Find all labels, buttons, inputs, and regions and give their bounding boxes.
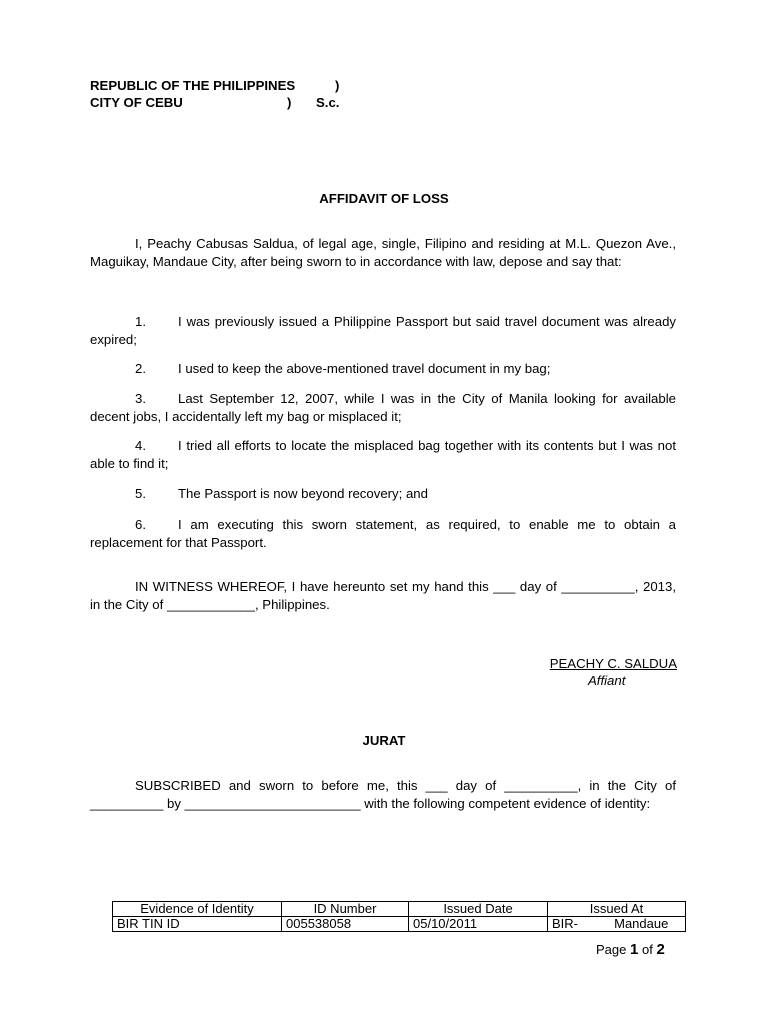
header-republic-paren: ) (335, 78, 340, 93)
table-cell: 05/10/2011 (409, 917, 548, 932)
table-header: Evidence of Identity (113, 902, 282, 917)
table-cell: 005538058 (282, 917, 409, 932)
table-header: Issued At (548, 902, 686, 917)
table-cell: BIR- Mandaue (548, 917, 686, 932)
evidence-table (112, 901, 686, 932)
signature-role: Affiant (588, 673, 626, 688)
witness-paragraph: IN WITNESS WHEREOF, I have hereunto set my hand this ___ day of __________, 2013, in the City of ____________, Philippines. (90, 579, 676, 612)
page-number: Page 1 of 2 (596, 941, 665, 958)
document-title: AFFIDAVIT OF LOSS (319, 191, 449, 206)
header-city (90, 95, 183, 110)
list-item: 6. I am executing this sworn statement, as required, to enable me to obtain a replacement for that Passport. (90, 517, 676, 550)
list-item: 5. The Passport is now beyond recovery; and (135, 486, 428, 501)
jurat-title: JURAT (362, 733, 406, 748)
intro-paragraph: I, Peachy Cabusas Saldua, of legal age, single, Filipino and residing at M.L. Quezon Ave., Maguikay, Mandaue City, after being sworn to in accordance with law, depose and say that: (90, 236, 676, 269)
header-city-text: CITY OF CEBU (90, 95, 183, 110)
jurat-paragraph: SUBSCRIBED and sworn to before me, this ___ day of __________, in the City of __________ by ________________________ with the following competent evidence of identity: (90, 778, 676, 811)
list-item: 2. I used to keep the above-mentioned travel document in my bag; (135, 361, 551, 376)
signature-name: PEACHY C. SALDUA (549, 656, 677, 671)
table-cell: BIR TIN ID (113, 917, 282, 932)
list-item: 3. Last September 12, 2007, while I was in the City of Manila looking for available decent jobs, I accidentally left my bag or misplaced it; (90, 391, 676, 424)
header-republic (90, 78, 295, 93)
header-city-paren: ) (287, 95, 292, 110)
table-header-row (113, 902, 686, 917)
header-republic-text: REPUBLIC OF THE PHILIPPINES (90, 78, 296, 93)
header-sc: S.c. (316, 95, 340, 110)
list-item: 4. I tried all efforts to locate the misplaced bag together with its contents but I was not able to find it; (90, 438, 676, 471)
table-row (113, 917, 686, 932)
table-header: Issued Date (409, 902, 548, 917)
list-item: 1. I was previously issued a Philippine Passport but said travel document was already expired; (90, 314, 676, 347)
table-header: ID Number (282, 902, 409, 917)
